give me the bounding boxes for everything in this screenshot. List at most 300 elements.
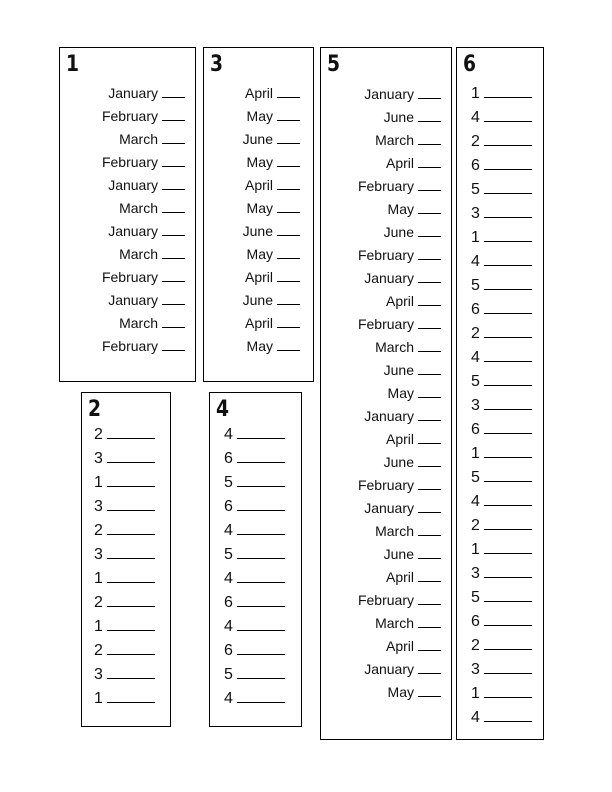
list-item (224, 426, 285, 443)
answer-blank[interactable] (107, 474, 155, 487)
list-item (386, 293, 441, 309)
answer-blank[interactable] (107, 594, 155, 607)
answer-blank[interactable] (484, 541, 532, 554)
answer-blank[interactable] (484, 301, 532, 314)
answer-blank[interactable] (237, 618, 285, 631)
list-item (388, 684, 441, 700)
item-label: May (387, 684, 414, 700)
answer-blank[interactable] (237, 450, 285, 463)
item-label: 2 (94, 522, 103, 539)
item-label: March (119, 200, 158, 216)
answer-blank[interactable] (237, 690, 285, 703)
answer-blank[interactable] (162, 292, 185, 305)
answer-blank[interactable] (107, 642, 155, 655)
answer-blank[interactable] (484, 709, 532, 722)
answer-blank[interactable] (107, 570, 155, 583)
list-item (471, 349, 532, 366)
item-label: 5 (471, 589, 480, 606)
list-item (245, 85, 300, 101)
list-item (94, 546, 155, 563)
answer-blank[interactable] (237, 594, 285, 607)
answer-blank[interactable] (277, 154, 300, 167)
answer-blank[interactable] (237, 546, 285, 559)
answer-blank[interactable] (484, 253, 532, 266)
answer-blank[interactable] (418, 109, 441, 122)
answer-blank[interactable] (277, 223, 300, 236)
answer-blank[interactable] (418, 178, 441, 191)
item-label: 2 (94, 426, 103, 443)
item-label: February (101, 154, 158, 170)
item-label: 3 (94, 450, 103, 467)
answer-blank[interactable] (162, 200, 185, 213)
answer-blank[interactable] (418, 270, 441, 283)
answer-blank[interactable] (418, 592, 441, 605)
list-item (375, 132, 441, 148)
answer-blank[interactable] (237, 666, 285, 679)
list-item (94, 570, 155, 587)
box-number: 2 (88, 397, 102, 422)
item-label: 1 (471, 445, 480, 462)
answer-blank[interactable] (484, 589, 532, 602)
list-item (119, 246, 185, 262)
item-label: 6 (471, 157, 480, 174)
answer-blank[interactable] (418, 500, 441, 513)
item-label: June (383, 224, 414, 240)
list-item (224, 546, 285, 563)
item-label: 1 (471, 685, 480, 702)
list-item (102, 269, 185, 285)
answer-blank[interactable] (484, 205, 532, 218)
answer-blank[interactable] (484, 397, 532, 410)
list-item (119, 315, 185, 331)
answer-blank[interactable] (418, 523, 441, 536)
item-label: January (108, 292, 158, 308)
box-number: 3 (210, 52, 224, 77)
answer-blank[interactable] (237, 426, 285, 439)
item-label: 4 (471, 109, 480, 126)
item-label: 2 (471, 133, 480, 150)
item-label: 3 (471, 205, 480, 222)
item-label: January (108, 177, 158, 193)
list-item (224, 690, 285, 707)
item-label: 6 (224, 450, 233, 467)
list-item (471, 685, 532, 702)
answer-blank[interactable] (418, 224, 441, 237)
item-label: March (375, 132, 414, 148)
answer-blank[interactable] (484, 421, 532, 434)
answer-list (321, 86, 441, 736)
answer-blank[interactable] (162, 108, 185, 121)
item-label: 2 (94, 642, 103, 659)
answer-blank[interactable] (107, 522, 155, 535)
item-label: 1 (471, 85, 480, 102)
list-item (94, 618, 155, 635)
answer-blank[interactable] (484, 229, 532, 242)
answer-blank[interactable] (484, 85, 532, 98)
list-item (471, 709, 532, 726)
list-item (224, 522, 285, 539)
item-label: 4 (471, 493, 480, 510)
list-item (471, 589, 532, 606)
list-item (384, 109, 441, 125)
list-item (94, 666, 155, 683)
list-item (358, 247, 441, 263)
item-label: 4 (224, 426, 233, 443)
answer-blank[interactable] (418, 293, 441, 306)
list-item (102, 154, 185, 170)
item-label: 5 (224, 546, 233, 563)
answer-blank[interactable] (484, 157, 532, 170)
item-label: April (244, 177, 273, 193)
answer-blank[interactable] (162, 269, 185, 282)
answer-blank[interactable] (162, 154, 185, 167)
answer-blank[interactable] (277, 315, 300, 328)
answer-blank[interactable] (277, 131, 300, 144)
list-item (358, 316, 441, 332)
list-item (471, 445, 532, 462)
item-label: 3 (94, 546, 103, 563)
list-item (119, 131, 185, 147)
item-label: April (385, 638, 414, 654)
list-item (243, 131, 300, 147)
answer-blank[interactable] (107, 426, 155, 439)
list-item (364, 86, 441, 102)
item-label: 5 (224, 474, 233, 491)
item-label: May (246, 154, 273, 170)
item-label: 4 (224, 522, 233, 539)
list-item (471, 133, 532, 150)
item-label: March (119, 246, 158, 262)
answer-blank[interactable] (418, 339, 441, 352)
list-item (245, 177, 300, 193)
list-item (471, 157, 532, 174)
answer-blank[interactable] (484, 493, 532, 506)
item-label: 1 (471, 541, 480, 558)
list-item (108, 292, 185, 308)
list-item (224, 498, 285, 515)
answer-blank[interactable] (418, 431, 441, 444)
item-label: 1 (94, 570, 103, 587)
list-item (386, 569, 441, 585)
item-label: 4 (471, 253, 480, 270)
item-label: 5 (471, 181, 480, 198)
item-label: 5 (471, 373, 480, 390)
item-label: June (383, 546, 414, 562)
item-label: June (383, 362, 414, 378)
list-item (247, 154, 300, 170)
list-item (245, 315, 300, 331)
item-label: June (242, 131, 273, 147)
answer-blank[interactable] (418, 86, 441, 99)
answer-blank[interactable] (277, 85, 300, 98)
answer-blank[interactable] (162, 338, 185, 351)
list-item (94, 522, 155, 539)
list-item (386, 638, 441, 654)
list-item (364, 500, 441, 516)
item-label: 1 (94, 690, 103, 707)
list-item (224, 642, 285, 659)
item-label: June (242, 223, 273, 239)
answer-blank[interactable] (484, 445, 532, 458)
answer-blank[interactable] (418, 316, 441, 329)
list-item (471, 325, 532, 342)
item-label: January (364, 86, 414, 102)
answer-blank[interactable] (162, 131, 185, 144)
list-item (471, 613, 532, 630)
item-label: 4 (471, 349, 480, 366)
item-label: May (246, 200, 273, 216)
answer-blank[interactable] (418, 638, 441, 651)
list-item (471, 565, 532, 582)
item-label: 3 (471, 661, 480, 678)
list-item (94, 690, 155, 707)
list-item (471, 109, 532, 126)
answer-blank[interactable] (277, 246, 300, 259)
answer-blank[interactable] (484, 349, 532, 362)
list-item (471, 181, 532, 198)
answer-blank[interactable] (418, 454, 441, 467)
list-item (364, 661, 441, 677)
list-item (224, 618, 285, 635)
answer-blank[interactable] (484, 325, 532, 338)
item-label: April (385, 431, 414, 447)
list-item (388, 201, 441, 217)
answer-blank[interactable] (107, 618, 155, 631)
item-label: January (364, 661, 414, 677)
list-item (375, 339, 441, 355)
box-6 (456, 47, 544, 740)
item-label: February (101, 269, 158, 285)
answer-list (471, 85, 541, 735)
box-5 (320, 47, 452, 740)
item-label: 5 (471, 469, 480, 486)
answer-blank[interactable] (107, 498, 155, 511)
list-item (102, 338, 185, 354)
answer-blank[interactable] (277, 177, 300, 190)
box-number: 1 (66, 52, 80, 77)
answer-blank[interactable] (484, 181, 532, 194)
item-label: 6 (224, 594, 233, 611)
item-label: May (246, 246, 273, 262)
item-label: June (242, 292, 273, 308)
answer-list (205, 85, 300, 385)
list-item (471, 469, 532, 486)
item-label: February (101, 108, 158, 124)
list-item (388, 385, 441, 401)
list-item (94, 498, 155, 515)
list-item (243, 223, 300, 239)
answer-blank[interactable] (484, 133, 532, 146)
list-item (94, 450, 155, 467)
item-label: 6 (224, 498, 233, 515)
item-label: 2 (94, 594, 103, 611)
item-label: 4 (224, 570, 233, 587)
list-item (471, 661, 532, 678)
answer-blank[interactable] (418, 132, 441, 145)
answer-blank[interactable] (418, 408, 441, 421)
list-item (384, 454, 441, 470)
item-label: May (246, 108, 273, 124)
answer-blank[interactable] (484, 517, 532, 530)
item-label: January (364, 408, 414, 424)
answer-blank[interactable] (107, 690, 155, 703)
answer-blank[interactable] (107, 450, 155, 463)
list-item (224, 570, 285, 587)
item-label: January (108, 85, 158, 101)
list-item (358, 592, 441, 608)
item-label: April (244, 85, 273, 101)
list-item (375, 615, 441, 631)
answer-list (94, 426, 169, 726)
answer-blank[interactable] (418, 684, 441, 697)
box-1 (59, 47, 196, 382)
item-label: April (244, 315, 273, 331)
item-label: 3 (471, 565, 480, 582)
item-label: 3 (471, 397, 480, 414)
item-label: March (375, 339, 414, 355)
answer-blank[interactable] (484, 613, 532, 626)
answer-blank[interactable] (162, 85, 185, 98)
answer-blank[interactable] (484, 277, 532, 290)
list-item (243, 292, 300, 308)
box-number: 4 (216, 397, 230, 422)
item-label: 3 (94, 498, 103, 515)
answer-blank[interactable] (162, 315, 185, 328)
item-label: 4 (471, 709, 480, 726)
item-label: May (387, 201, 414, 217)
item-label: February (357, 316, 414, 332)
list-item (471, 637, 532, 654)
answer-blank[interactable] (162, 223, 185, 236)
answer-blank[interactable] (418, 385, 441, 398)
box-2 (81, 392, 171, 727)
answer-blank[interactable] (237, 570, 285, 583)
item-label: May (246, 338, 273, 354)
answer-blank[interactable] (484, 469, 532, 482)
answer-blank[interactable] (237, 474, 285, 487)
item-label: June (383, 109, 414, 125)
list-item (384, 546, 441, 562)
answer-blank[interactable] (418, 569, 441, 582)
list-item (358, 477, 441, 493)
answer-blank[interactable] (107, 666, 155, 679)
answer-blank[interactable] (237, 522, 285, 535)
item-label: January (108, 223, 158, 239)
list-item (224, 450, 285, 467)
item-label: June (383, 454, 414, 470)
answer-blank[interactable] (277, 338, 300, 351)
list-item (384, 224, 441, 240)
item-label: March (119, 315, 158, 331)
answer-blank[interactable] (418, 362, 441, 375)
list-item (364, 408, 441, 424)
list-item (384, 362, 441, 378)
answer-blank[interactable] (162, 246, 185, 259)
answer-blank[interactable] (484, 685, 532, 698)
list-item (471, 85, 532, 102)
item-label: 5 (224, 666, 233, 683)
answer-blank[interactable] (107, 546, 155, 559)
item-label: 2 (471, 517, 480, 534)
item-label: 5 (471, 277, 480, 294)
list-item (108, 177, 185, 193)
list-item (471, 373, 532, 390)
item-label: April (385, 155, 414, 171)
list-item (471, 277, 532, 294)
list-item (94, 642, 155, 659)
item-label: 6 (471, 421, 480, 438)
item-label: April (244, 269, 273, 285)
list-item (102, 108, 185, 124)
answer-blank[interactable] (162, 177, 185, 190)
item-label: 1 (94, 618, 103, 635)
item-label: 6 (224, 642, 233, 659)
item-label: March (375, 615, 414, 631)
list-item (224, 474, 285, 491)
list-item (386, 431, 441, 447)
answer-blank[interactable] (418, 155, 441, 168)
item-label: February (357, 178, 414, 194)
list-item (247, 338, 300, 354)
answer-blank[interactable] (484, 373, 532, 386)
answer-blank[interactable] (237, 642, 285, 655)
answer-blank[interactable] (484, 565, 532, 578)
answer-blank[interactable] (484, 637, 532, 650)
list-item (224, 594, 285, 611)
answer-blank[interactable] (418, 615, 441, 628)
list-item (358, 178, 441, 194)
answer-list (65, 85, 185, 385)
item-label: 6 (471, 301, 480, 318)
list-item (471, 229, 532, 246)
item-label: April (385, 293, 414, 309)
item-label: February (101, 338, 158, 354)
list-item (247, 246, 300, 262)
list-item (471, 253, 532, 270)
item-label: 3 (94, 666, 103, 683)
answer-blank[interactable] (484, 661, 532, 674)
list-item (471, 301, 532, 318)
answer-blank[interactable] (418, 661, 441, 674)
list-item (471, 517, 532, 534)
item-label: 2 (471, 325, 480, 342)
list-item (224, 666, 285, 683)
answer-blank[interactable] (277, 200, 300, 213)
answer-blank[interactable] (418, 546, 441, 559)
answer-blank[interactable] (418, 247, 441, 260)
list-item (364, 270, 441, 286)
answer-blank[interactable] (418, 201, 441, 214)
box-3 (203, 47, 314, 382)
list-item (108, 223, 185, 239)
answer-blank[interactable] (277, 108, 300, 121)
answer-blank[interactable] (418, 477, 441, 490)
list-item (471, 541, 532, 558)
item-label: 4 (224, 618, 233, 635)
list-item (471, 421, 532, 438)
list-item (386, 155, 441, 171)
answer-blank[interactable] (277, 292, 300, 305)
item-label: February (357, 247, 414, 263)
answer-blank[interactable] (484, 109, 532, 122)
list-item (247, 200, 300, 216)
item-label: March (119, 131, 158, 147)
answer-blank[interactable] (237, 498, 285, 511)
item-label: January (364, 500, 414, 516)
answer-blank[interactable] (277, 269, 300, 282)
item-label: May (387, 385, 414, 401)
list-item (94, 426, 155, 443)
